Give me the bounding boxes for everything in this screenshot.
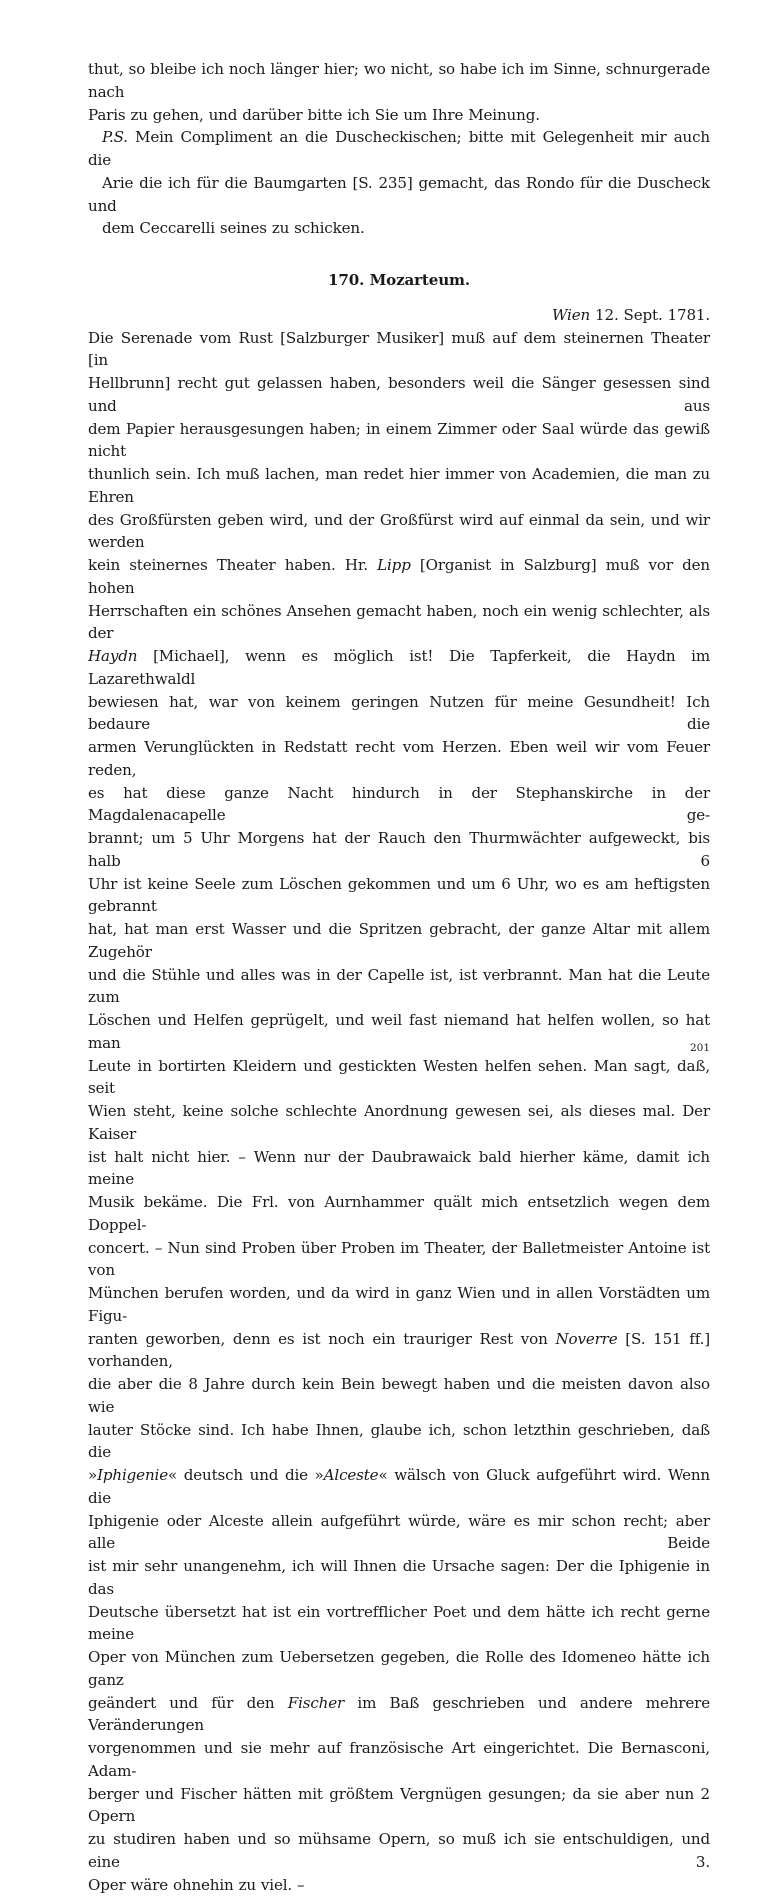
postscript-line: dem Ceccarelli seines zu schicken. bbox=[88, 217, 710, 240]
letter-body-line: Wien steht, keine solche schlechte Anordnung gewesen sei, als dieses mal. Der Kaiser bbox=[88, 1100, 710, 1146]
letter-body-line: die aber die 8 Jahre durch kein Bein bewegt haben und die meisten davon also wie bbox=[88, 1373, 710, 1419]
letter-date: 12. Sept. 1781. bbox=[590, 306, 710, 324]
letter-body-line: Hellbrunn] recht gut gelassen haben, besonders weil die Sänger gesessen sind und aus bbox=[88, 372, 710, 418]
letter-body-line: Herrschaften ein schönes Ansehen gemacht haben, noch ein wenig schlechter, als der bbox=[88, 600, 710, 646]
letter-body-line: und die Stühle und alles was in der Capelle ist, ist verbrannt. Man hat die Leute zum bbox=[88, 964, 710, 1010]
letter-body-line: vorgenommen und sie mehr auf französische Art eingerichtet. Die Bernasconi, Adam- bbox=[88, 1737, 710, 1783]
letter-body-line: Musik bekäme. Die Frl. von Aurnhammer quält mich entsetzlich wegen dem Doppel- bbox=[88, 1191, 710, 1237]
letter-body-line: hat, hat man erst Wasser und die Spritzen gebracht, der ganze Altar mit allem Zugehör bbox=[88, 918, 710, 964]
letter-body-line: ist halt nicht hier. – Wenn nur der Daubrawaick bald hierher käme, damit ich meine bbox=[88, 1146, 710, 1192]
postscript-paragraph bbox=[88, 126, 710, 240]
letter-dateline bbox=[88, 304, 710, 327]
letter-body-line: zu studiren haben und so mühsame Opern, so muß ich sie entschuldigen, und eine 3. bbox=[88, 1828, 710, 1874]
letter-body-line: bewiesen hat, war von keinem geringen Nutzen für meine Gesundheit! Ich bedaure die bbox=[88, 691, 710, 737]
postscript-line: P.S. Mein Compliment an die Duscheckischen; bitte mit Gelegenheit mir auch die bbox=[88, 126, 710, 172]
letter-body-line: ranten geworben, denn es ist noch ein trauriger Rest von Noverre [S. 151 ff.] vorhanden, bbox=[88, 1328, 710, 1374]
letter-body-line: Haydn [Michael], wenn es möglich ist! Die Tapferkeit, die Haydn im Lazarethwaldl bbox=[88, 645, 710, 691]
letter-body-line: Oper von München zum Uebersetzen gegeben, die Rolle des Idomeneo hätte ich ganz bbox=[88, 1646, 710, 1692]
letter-body-line: ist mir sehr unangenehm, ich will Ihnen die Ursache sagen: Der die Iphigenie in das bbox=[88, 1555, 710, 1601]
letter-body-line: »Iphigenie« deutsch und die »Alceste« wälsch von Gluck aufgeführt wird. Wenn die bbox=[88, 1464, 710, 1510]
postscript-line: Arie die ich für die Baumgarten [S. 235] gemacht, das Rondo für die Duscheck und bbox=[88, 172, 710, 218]
letter-heading: 170. Mozarteum. bbox=[88, 269, 710, 292]
letter-body-line: des Großfürsten geben wird, und der Großfürst wird auf einmal da sein, und wir werden bbox=[88, 509, 710, 555]
document-page bbox=[88, 58, 710, 1896]
letter-body-line: Die Serenade vom Rust [Salzburger Musiker] muß auf dem steinernen Theater [in bbox=[88, 327, 710, 373]
letter-body-line: kein steinernes Theater haben. Hr. Lipp [Organist in Salzburg] muß vor den hohen bbox=[88, 554, 710, 600]
letter-body-line: geändert und für den Fischer im Baß geschrieben und andere mehrere Veränderungen bbox=[88, 1692, 710, 1738]
continuation-line: thut, so bleibe ich noch länger hier; wo nicht, so habe ich im Sinne, schnurgerade nach bbox=[88, 58, 710, 104]
letter-body-line: Iphigenie oder Alceste allein aufgeführt würde, wäre es mir schon recht; aber alle Beide bbox=[88, 1510, 710, 1556]
postscript-label: P.S. bbox=[102, 128, 128, 146]
letter-body-line: berger und Fischer hätten mit größtem Vergnügen gesungen; da sie aber nun 2 Opern bbox=[88, 1783, 710, 1829]
continuation-line: Paris zu gehen, und darüber bitte ich Sie um Ihre Meinung. bbox=[88, 104, 710, 127]
letter-body-line: dem Papier herausgesungen haben; in einem Zimmer oder Saal würde das gewiß nicht bbox=[88, 418, 710, 464]
letter-body-line: Deutsche übersetzt hat ist ein vortrefflicher Poet und dem hätte ich recht gerne meine bbox=[88, 1601, 710, 1647]
continuation-paragraph bbox=[88, 58, 710, 126]
letter-body-line: thunlich sein. Ich muß lachen, man redet hier immer von Academien, die man zu Ehren bbox=[88, 463, 710, 509]
letter-place: Wien bbox=[552, 306, 590, 324]
letter-body-line: Leute in bortirten Kleidern und gestickten Westen helfen sehen. Man sagt, daß, seit bbox=[88, 1055, 710, 1101]
letter-body-line: München berufen worden, und da wird in ganz Wien und in allen Vorstädten um Figu- bbox=[88, 1282, 710, 1328]
letter-body-line: brannt; um 5 Uhr Morgens hat der Rauch den Thurmwächter aufgeweckt, bis halb 6 bbox=[88, 827, 710, 873]
letter-body-line: armen Verunglückten in Redstatt recht vom Herzen. Eben weil wir vom Feuer reden, bbox=[88, 736, 710, 782]
letter-body-line: Oper wäre ohnehin zu viel. – bbox=[88, 1874, 710, 1896]
letter-body-line: Löschen und Helfen geprügelt, und weil fast niemand hat helfen wollen, so hat man bbox=[88, 1009, 710, 1055]
letter-body-line: lauter Stöcke sind. Ich habe Ihnen, glaube ich, schon letzthin geschrieben, daß die bbox=[88, 1419, 710, 1465]
letter-body bbox=[88, 327, 710, 1896]
letter-body-line: es hat diese ganze Nacht hindurch in der Stephanskirche in der Magdalenacapelle ge- bbox=[88, 782, 710, 828]
page-number: 201 bbox=[664, 1042, 710, 1054]
letter-body-line: Uhr ist keine Seele zum Löschen gekommen und um 6 Uhr, wo es am heftigsten gebrannt bbox=[88, 873, 710, 919]
letter-body-line: concert. – Nun sind Proben über Proben im Theater, der Balletmeister Antoine ist von bbox=[88, 1237, 710, 1283]
